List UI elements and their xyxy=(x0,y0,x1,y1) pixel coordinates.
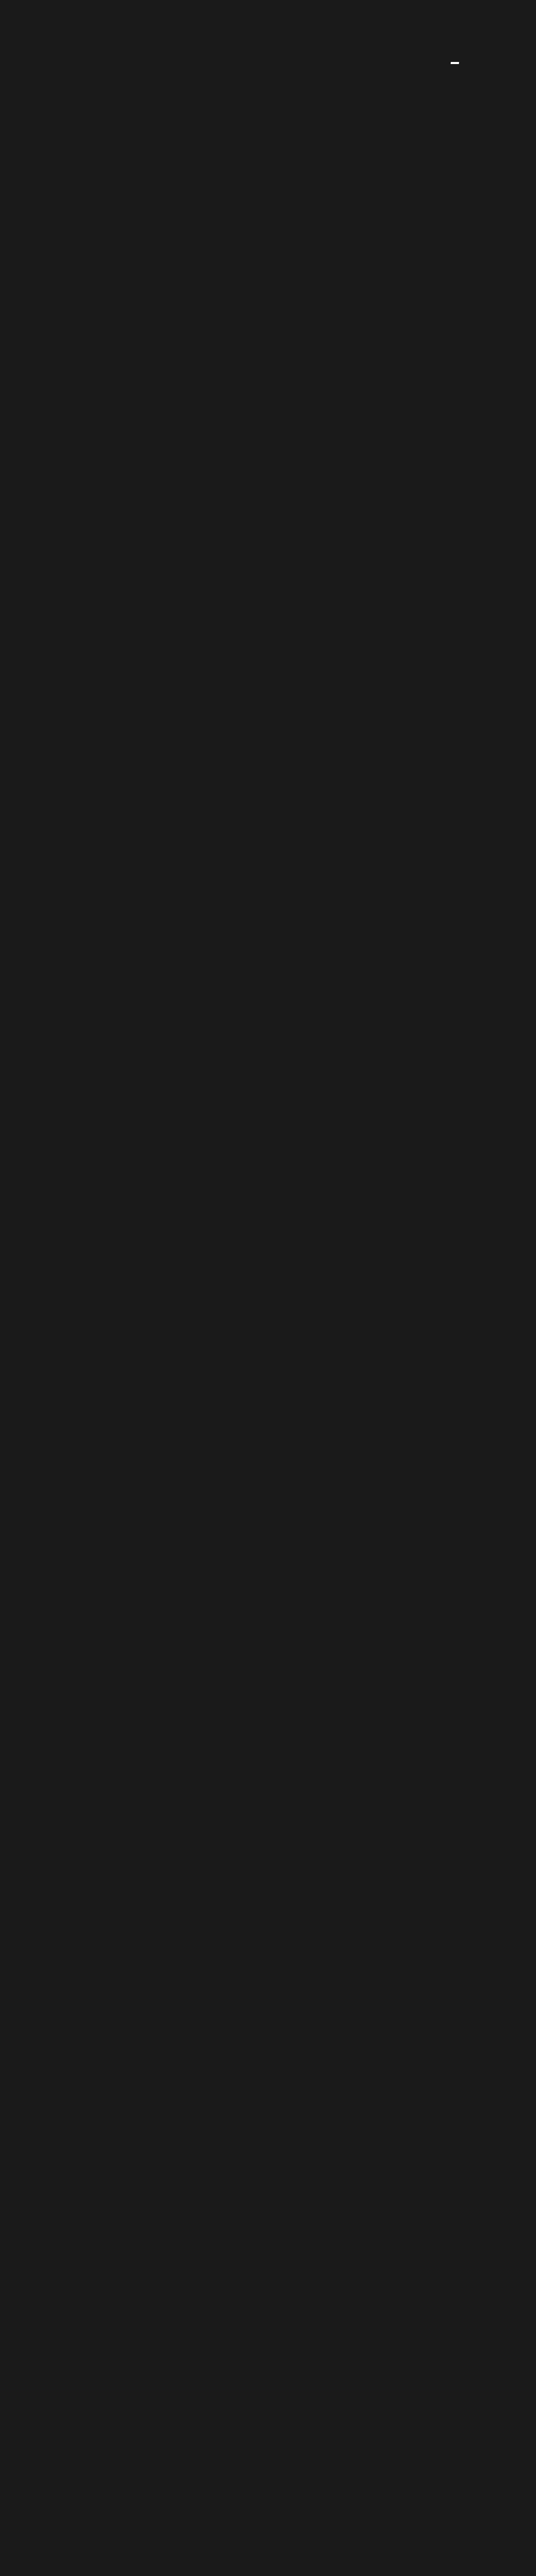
page-header xyxy=(0,0,536,94)
footer-logo xyxy=(367,2422,522,2562)
brand-tech-badge xyxy=(451,62,459,64)
brand-logo xyxy=(347,26,528,88)
